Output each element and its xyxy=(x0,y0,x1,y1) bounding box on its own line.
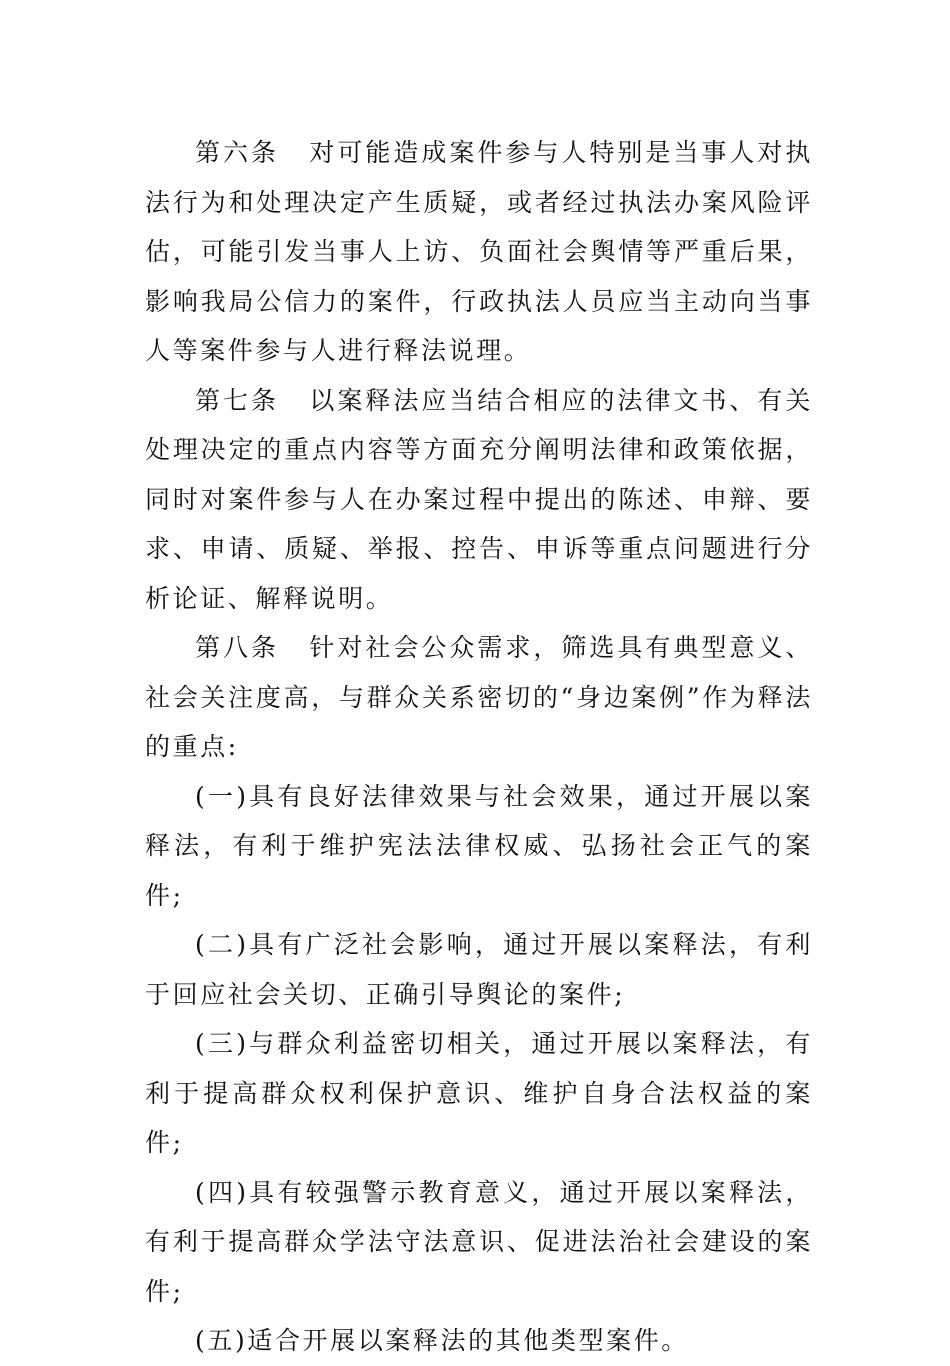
article-six-paragraph xyxy=(145,128,813,376)
article-seven-paragraph xyxy=(145,376,813,624)
article-text: 对可能造成案件参与人特别是当事人对执法行为和处理决定产生质疑，或者经过执法办案风险评估，可能引发当事人上访、负面社会舆情等严重后果，影响我局公信力的案件，行政执法人员应当主动向当事人等案件参与人进行释法说理。 xyxy=(145,138,813,365)
article-text: 以案释法应当结合相应的法律文书、有关处理决定的重点内容等方面充分阐明法律和政策依据，同时对案件参与人在办案过程中提出的陈述、申辩、要求、申请、质疑、举报、控告、申诉等重点问题进行分析论证、解释说明。 xyxy=(145,385,813,613)
document-body xyxy=(145,128,813,1366)
article-heading: 第七条 xyxy=(195,385,279,415)
list-item-four xyxy=(145,1168,813,1317)
article-heading: 第八条 xyxy=(195,633,279,662)
list-item-three xyxy=(145,1019,813,1168)
article-heading: 第六条 xyxy=(195,138,279,167)
list-item-one xyxy=(145,772,813,921)
article-eight-paragraph xyxy=(145,623,813,772)
list-item-text: (三)与群众利益密切相关，通过开展以案释法，有利于提高群众权利保护意识、维护自身合法权益的案件; xyxy=(145,1029,813,1157)
list-item-text: (一)具有良好法律效果与社会效果，通过开展以案释法，有利于维护宪法法律权威、弘扬社会正气的案件; xyxy=(145,781,813,910)
list-item-text: (四)具有较强警示教育意义，通过开展以案释法，有利于提高群众学法守法意识、促进法治社会建设的案件; xyxy=(145,1177,813,1306)
list-item-text: (五)适合开展以案释法的其他类型案件。 xyxy=(195,1326,689,1355)
article-text: 针对社会公众需求，筛选具有典型意义、社会关注度高，与群众关系密切的“身边案例”作为释法的重点: xyxy=(145,633,813,761)
list-item-five xyxy=(145,1316,813,1366)
list-item-text: (二)具有广泛社会影响，通过开展以案释法，有利于回应社会关切、正确引导舆论的案件; xyxy=(145,930,813,1009)
list-item-two xyxy=(145,920,813,1019)
